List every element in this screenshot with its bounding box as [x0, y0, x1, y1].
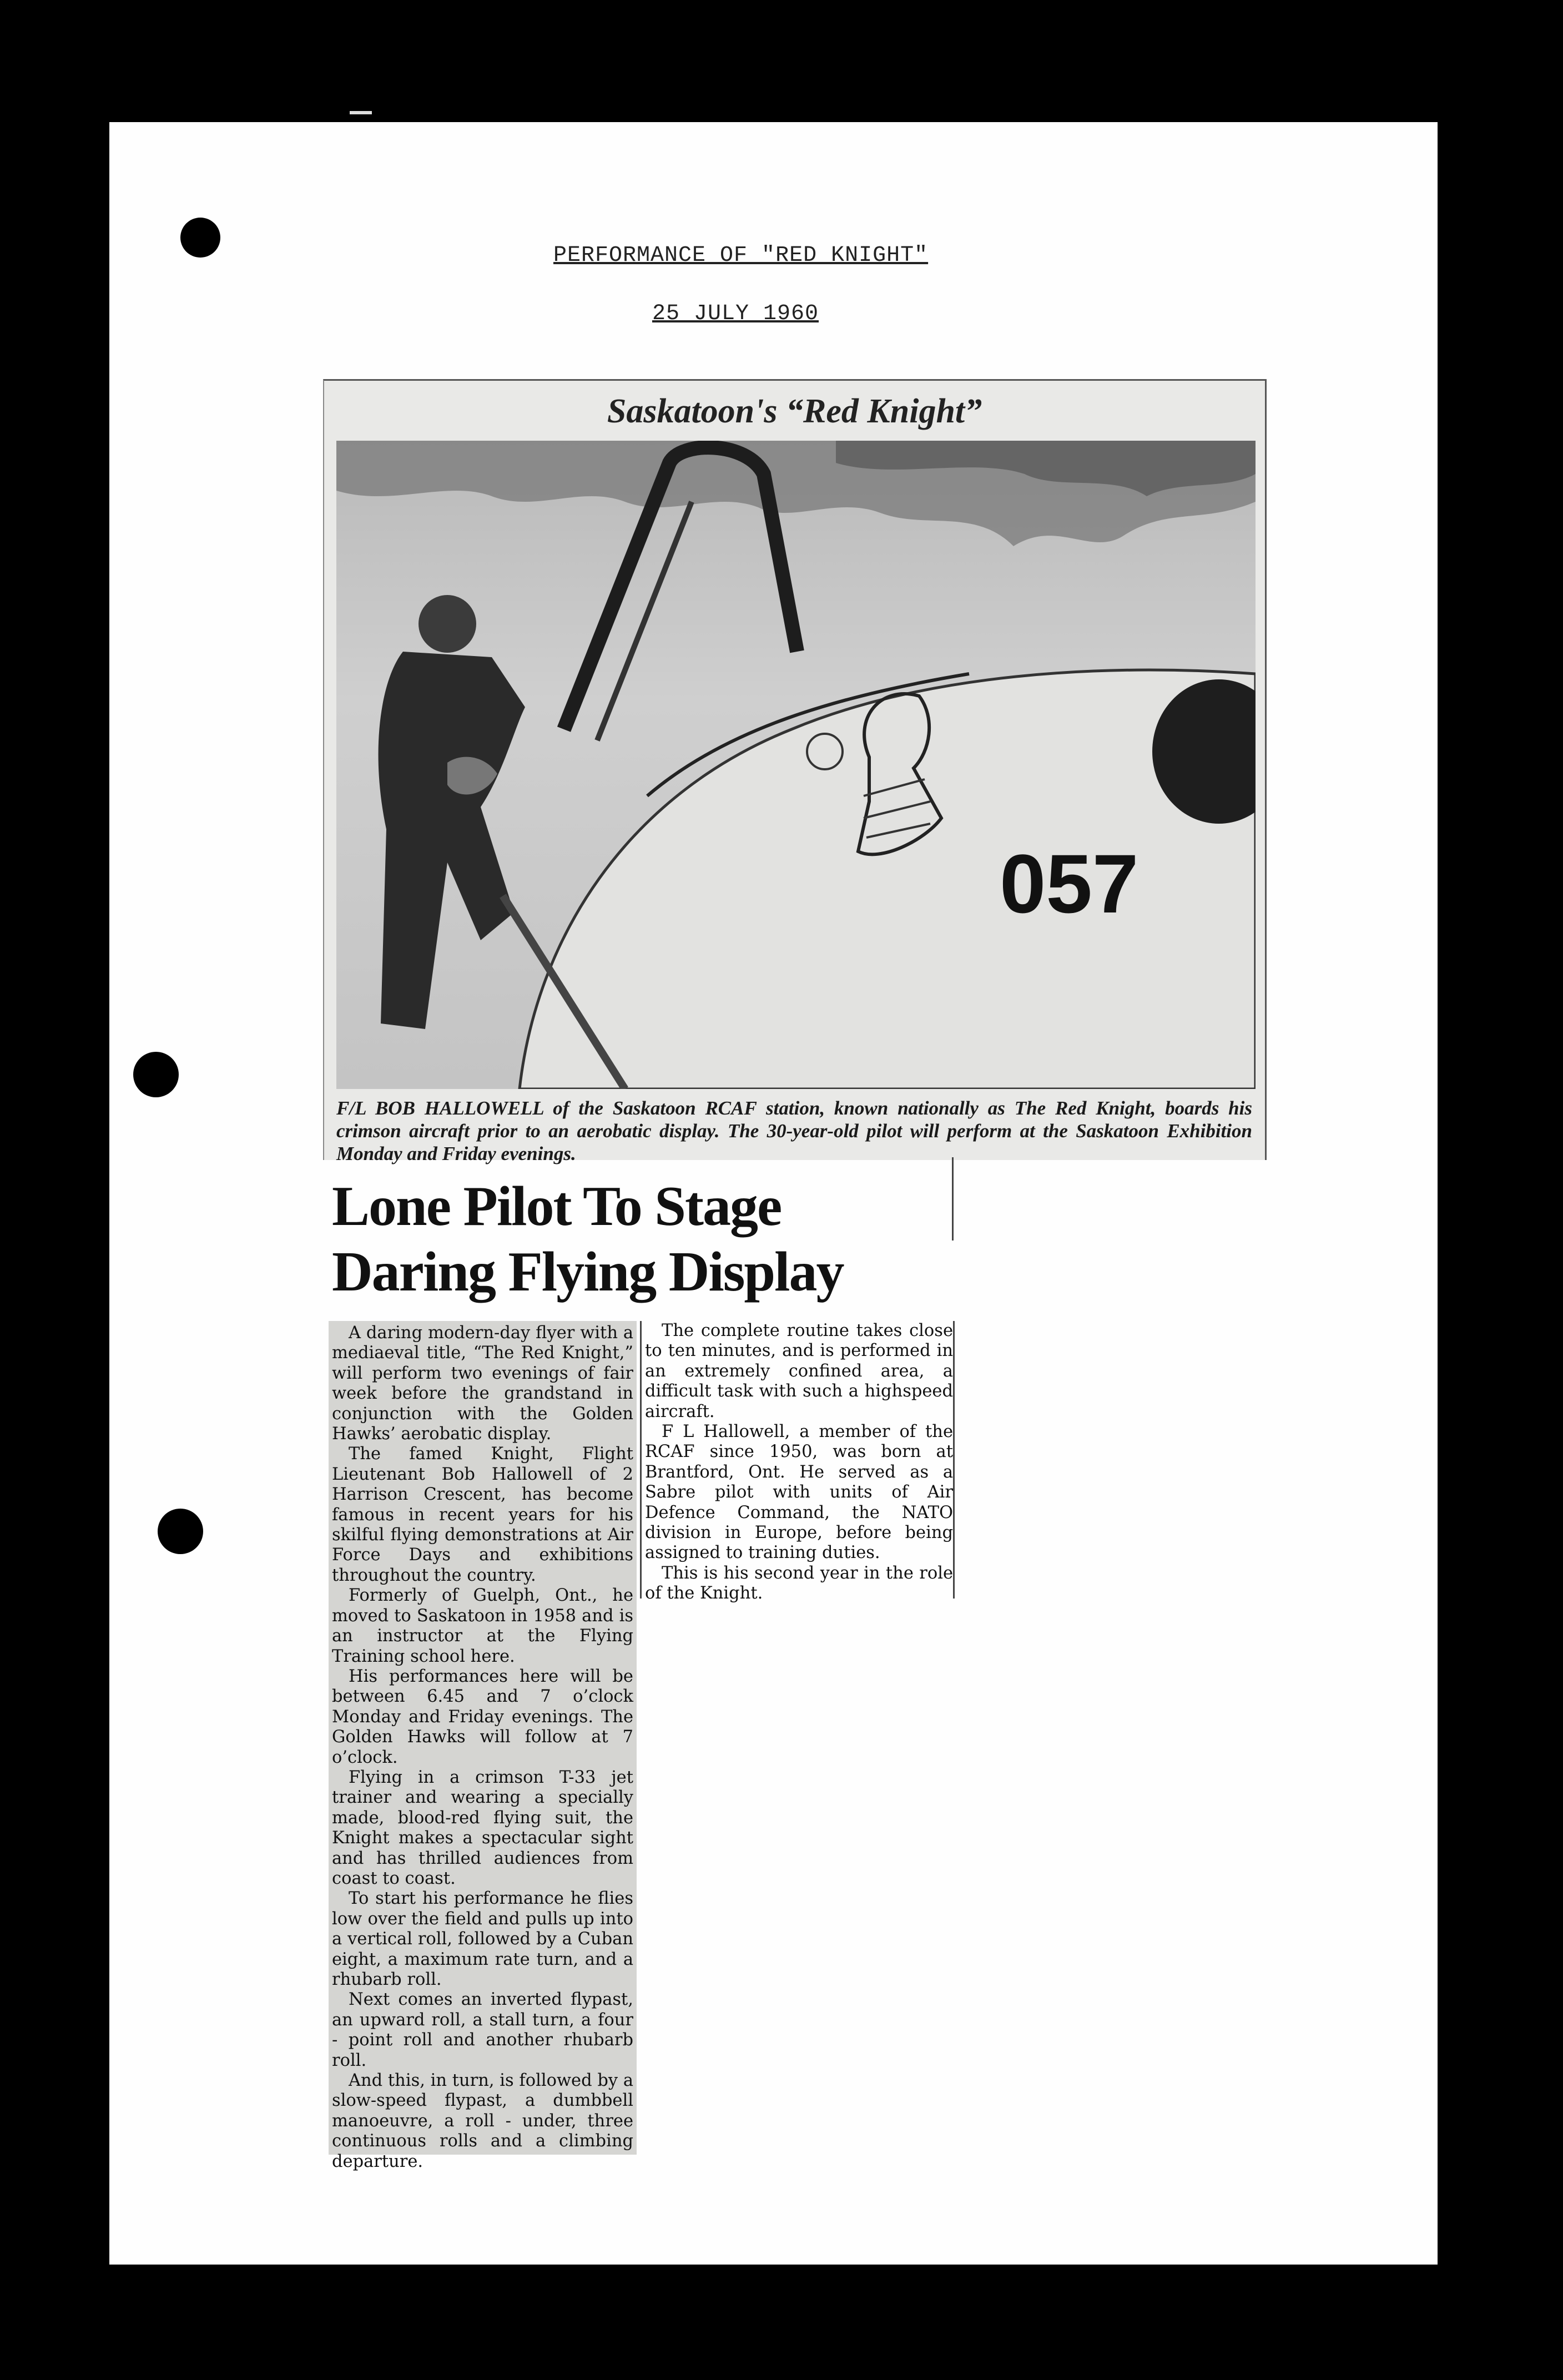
film-speck — [350, 111, 372, 114]
article-column-2 — [645, 1321, 953, 1604]
paragraph: And this, in turn, is followed by a slow-speed flypast, a dumbbell manoeuvre, a roll - under, three continuous rolls and a climbing departure. — [332, 2071, 633, 2171]
newspaper-clipping-photo-section — [323, 379, 1267, 1164]
column-rule-right-of-photo — [952, 1157, 954, 1241]
article-title — [332, 1174, 942, 1305]
paragraph: His performances here will be between 6.45 and 7 o’clock Monday and Friday evenings. The Golden Hawks will follow at 7 o’clock. — [332, 1666, 633, 1767]
document-title: PERFORMANCE OF "RED KNIGHT" — [553, 243, 929, 268]
paragraph: To start his performance he flies low over the field and pulls up into a vertical roll, followed by a Cuban eight, a maximum rate turn, and a rhubarb roll. — [332, 1889, 633, 1989]
photo-illustration — [336, 441, 1256, 1089]
aircraft-number: 057 — [1000, 837, 1139, 930]
photo-caption: F/L BOB HALLOWELL of the Saskatoon RCAF station, known nationally as The Red Knight, boards his crimson aircraft prior to an aerobatic display. The 30-year-old pilot will perform at the Saskatoon Exhibition Monday and Friday evenings. — [336, 1097, 1252, 1164]
punch-hole-top — [180, 218, 220, 258]
article-column-1 — [329, 1321, 637, 2171]
article-title-line2: Daring Flying Display — [332, 1241, 844, 1303]
paragraph: Flying in a crimson T-33 jet trainer and wearing a specially made, blood-red flying suit, the Knight makes a spectacular sight and has thrilled audiences from coast to coast. — [332, 1767, 633, 1888]
paragraph: This is his second year in the role of the Knight. — [645, 1563, 953, 1604]
paragraph: A daring modern-day flyer with a mediaeval title, “The Red Knight,” will perform two evenings of fair week before the grandstand in conjunction with the Golden Hawks’ aerobatic display. — [332, 1323, 633, 1444]
paragraph: Formerly of Guelph, Ont., he moved to Saskatoon in 1958 and is an instructor at the Flying Training school here. — [332, 1586, 633, 1666]
clipping-headline: Saskatoon's “Red Knight” — [607, 392, 982, 430]
paragraph: The complete routine takes close to ten minutes, and is performed in an extremely confined area, a difficult task with such a highspeed aircraft. — [645, 1321, 953, 1421]
paragraph: The famed Knight, Flight Lieutenant Bob Hallowell of 2 Harrison Crescent, has become famous in recent years for his skilful flying demonstrations at Air Force Days and exhibitions throughout the country. — [332, 1444, 633, 1585]
paragraph: Next comes an inverted flypast, an upward roll, a stall turn, a four - point roll and another rhubarb roll. — [332, 1990, 633, 2070]
document-date: 25 JULY 1960 — [652, 301, 819, 326]
column-divider — [640, 1321, 642, 1599]
punch-hole-middle — [133, 1052, 179, 1097]
column-rule-right — [953, 1321, 955, 1599]
article-title-line1: Lone Pilot To Stage — [332, 1175, 782, 1238]
punch-hole-bottom — [158, 1509, 203, 1554]
paragraph: F L Hallowell, a member of the RCAF since 1950, was born at Brantford, Ont. He served as a Sabre pilot with units of Air Defence Command, the NATO division in Europe, before being assigned to training duties. — [645, 1422, 953, 1563]
pilot-aircraft-photo — [336, 441, 1256, 1089]
